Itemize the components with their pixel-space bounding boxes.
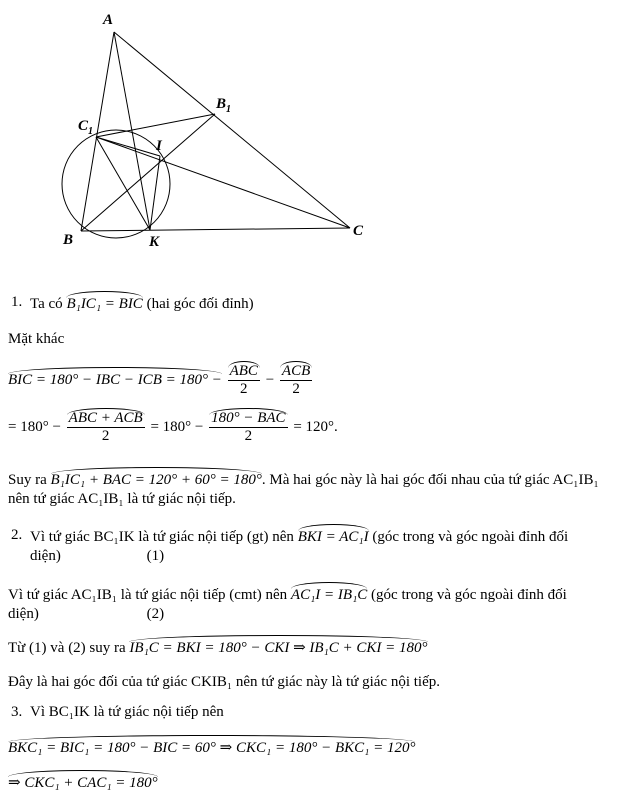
part2d-line: Đây là hai góc đối của tứ giác CKIB₁ nên tứ giác này là tứ giác nội tiếp.: [8, 674, 440, 690]
part1-equation: B₁IC₁ = BIC: [66, 293, 142, 312]
part2-line2: [30, 547, 638, 566]
part2-ref-1: (1): [146, 548, 165, 564]
segment-c-c1: [96, 137, 350, 228]
part3-equation-1: [8, 737, 638, 758]
part1-line2: Mặt khác: [8, 331, 65, 347]
equation-line-2: [8, 410, 638, 445]
conclusion-lead: Suy ra: [8, 472, 47, 488]
part1-line1: [30, 293, 638, 314]
eq1-f1-den: 2: [240, 381, 248, 397]
eq1-fraction-1: [228, 363, 260, 398]
part3-eq2: ⇒ CKC₁ + CAC₁ = 180°: [8, 772, 158, 791]
part2b-line1: [8, 584, 638, 605]
part2b-ref-2: (2): [146, 606, 165, 622]
label-k: K: [149, 234, 160, 250]
eq1-f1-num: ABC: [229, 363, 258, 379]
eq1-fraction-2: [280, 363, 312, 398]
part2-tail: (góc trong và góc ngoài đỉnh đối: [372, 529, 569, 545]
eq1-lhs: BIC = 180° − IBC − ICB = 180° −: [8, 369, 222, 388]
item-number-3: 3.: [11, 704, 23, 720]
eq2-fraction-2: [209, 410, 287, 445]
part2b-line2-text: diện): [8, 606, 39, 622]
eq2-f2-den: 2: [244, 428, 253, 444]
item-number-2: 2.: [11, 527, 23, 543]
label-i: I: [156, 138, 162, 154]
part2c-line: [8, 637, 638, 658]
eq2-fraction-1: [67, 410, 145, 445]
part2b-lead: Vì tứ giác AC₁IB₁ là tứ giác nội tiếp (cmt) nên: [8, 587, 288, 603]
label-b1: $B_1$: [216, 96, 232, 115]
part2-line2-text: diện): [30, 548, 61, 564]
segment-bc: [81, 228, 350, 231]
conclusion-tail: . Mà hai góc này là hai góc đối nhau của tứ giác AC₁IB₁: [261, 472, 599, 488]
conclusion-equation: B₁IC₁ + BAC = 120° + 60° = 180°: [51, 469, 262, 488]
label-c: C: [353, 223, 364, 239]
part1-conclusion-line2: nên tứ giác AC₁IB₁ là tứ giác nội tiếp.: [8, 491, 236, 507]
eq2-end: = 120°.: [293, 418, 338, 435]
part2b-line2: [8, 605, 638, 624]
part1-note: (hai góc đối đỉnh): [146, 296, 254, 312]
equation-line-1: [8, 363, 638, 398]
eq1-f2-num: ACB: [281, 363, 311, 379]
part3-line1: Vì BC₁IK là tứ giác nội tiếp nên: [30, 704, 224, 720]
label-a: A: [103, 12, 114, 28]
part2b-equation: AC₁I = IB₁C: [291, 584, 367, 603]
eq1-minus: −: [265, 371, 275, 388]
eq2-f1-num: ABC + ACB: [68, 410, 143, 426]
part2c-equation: IB₁C = BKI = 180° − CKI ⇒ IB₁C + CKI = 180°: [129, 637, 427, 656]
segment-i-k: [150, 156, 160, 230]
eq2-start: = 180° −: [8, 418, 61, 435]
part3-eq1: BKC₁ = BIC₁ = 180° − BIC = 60° ⇒ CKC₁ = 180° − BKC₁ = 120°: [8, 737, 415, 756]
part2b-tail: (góc trong và góc ngoài đỉnh đối: [371, 587, 567, 603]
part1-conclusion-line1: [8, 469, 638, 490]
circle-bc1ik: [62, 130, 170, 238]
segment-ac: [114, 32, 350, 228]
eq2-mid: = 180° −: [150, 418, 204, 435]
label-b: B: [63, 232, 74, 248]
item-number-1: 1.: [11, 294, 23, 310]
part2-lead: Vì tứ giác BC₁IK là tứ giác nội tiếp (gt) nên: [30, 529, 294, 545]
label-c1: $C_1$: [78, 118, 94, 137]
part2c-lead: Từ (1) và (2) suy ra: [8, 640, 126, 656]
segment-c1-b1: [96, 114, 215, 137]
geometry-figure: [0, 0, 638, 268]
segment-a-k: [114, 32, 150, 230]
part2-line1: [30, 526, 638, 547]
part1-intro: Ta có: [30, 296, 63, 312]
eq2-f1-den: 2: [101, 428, 110, 444]
eq1-f2-den: 2: [292, 381, 300, 397]
eq2-f2-num: 180° − BAC: [211, 410, 286, 426]
part2-equation: BKI = AC₁I: [298, 526, 369, 545]
part3-equation-2: [8, 772, 638, 793]
